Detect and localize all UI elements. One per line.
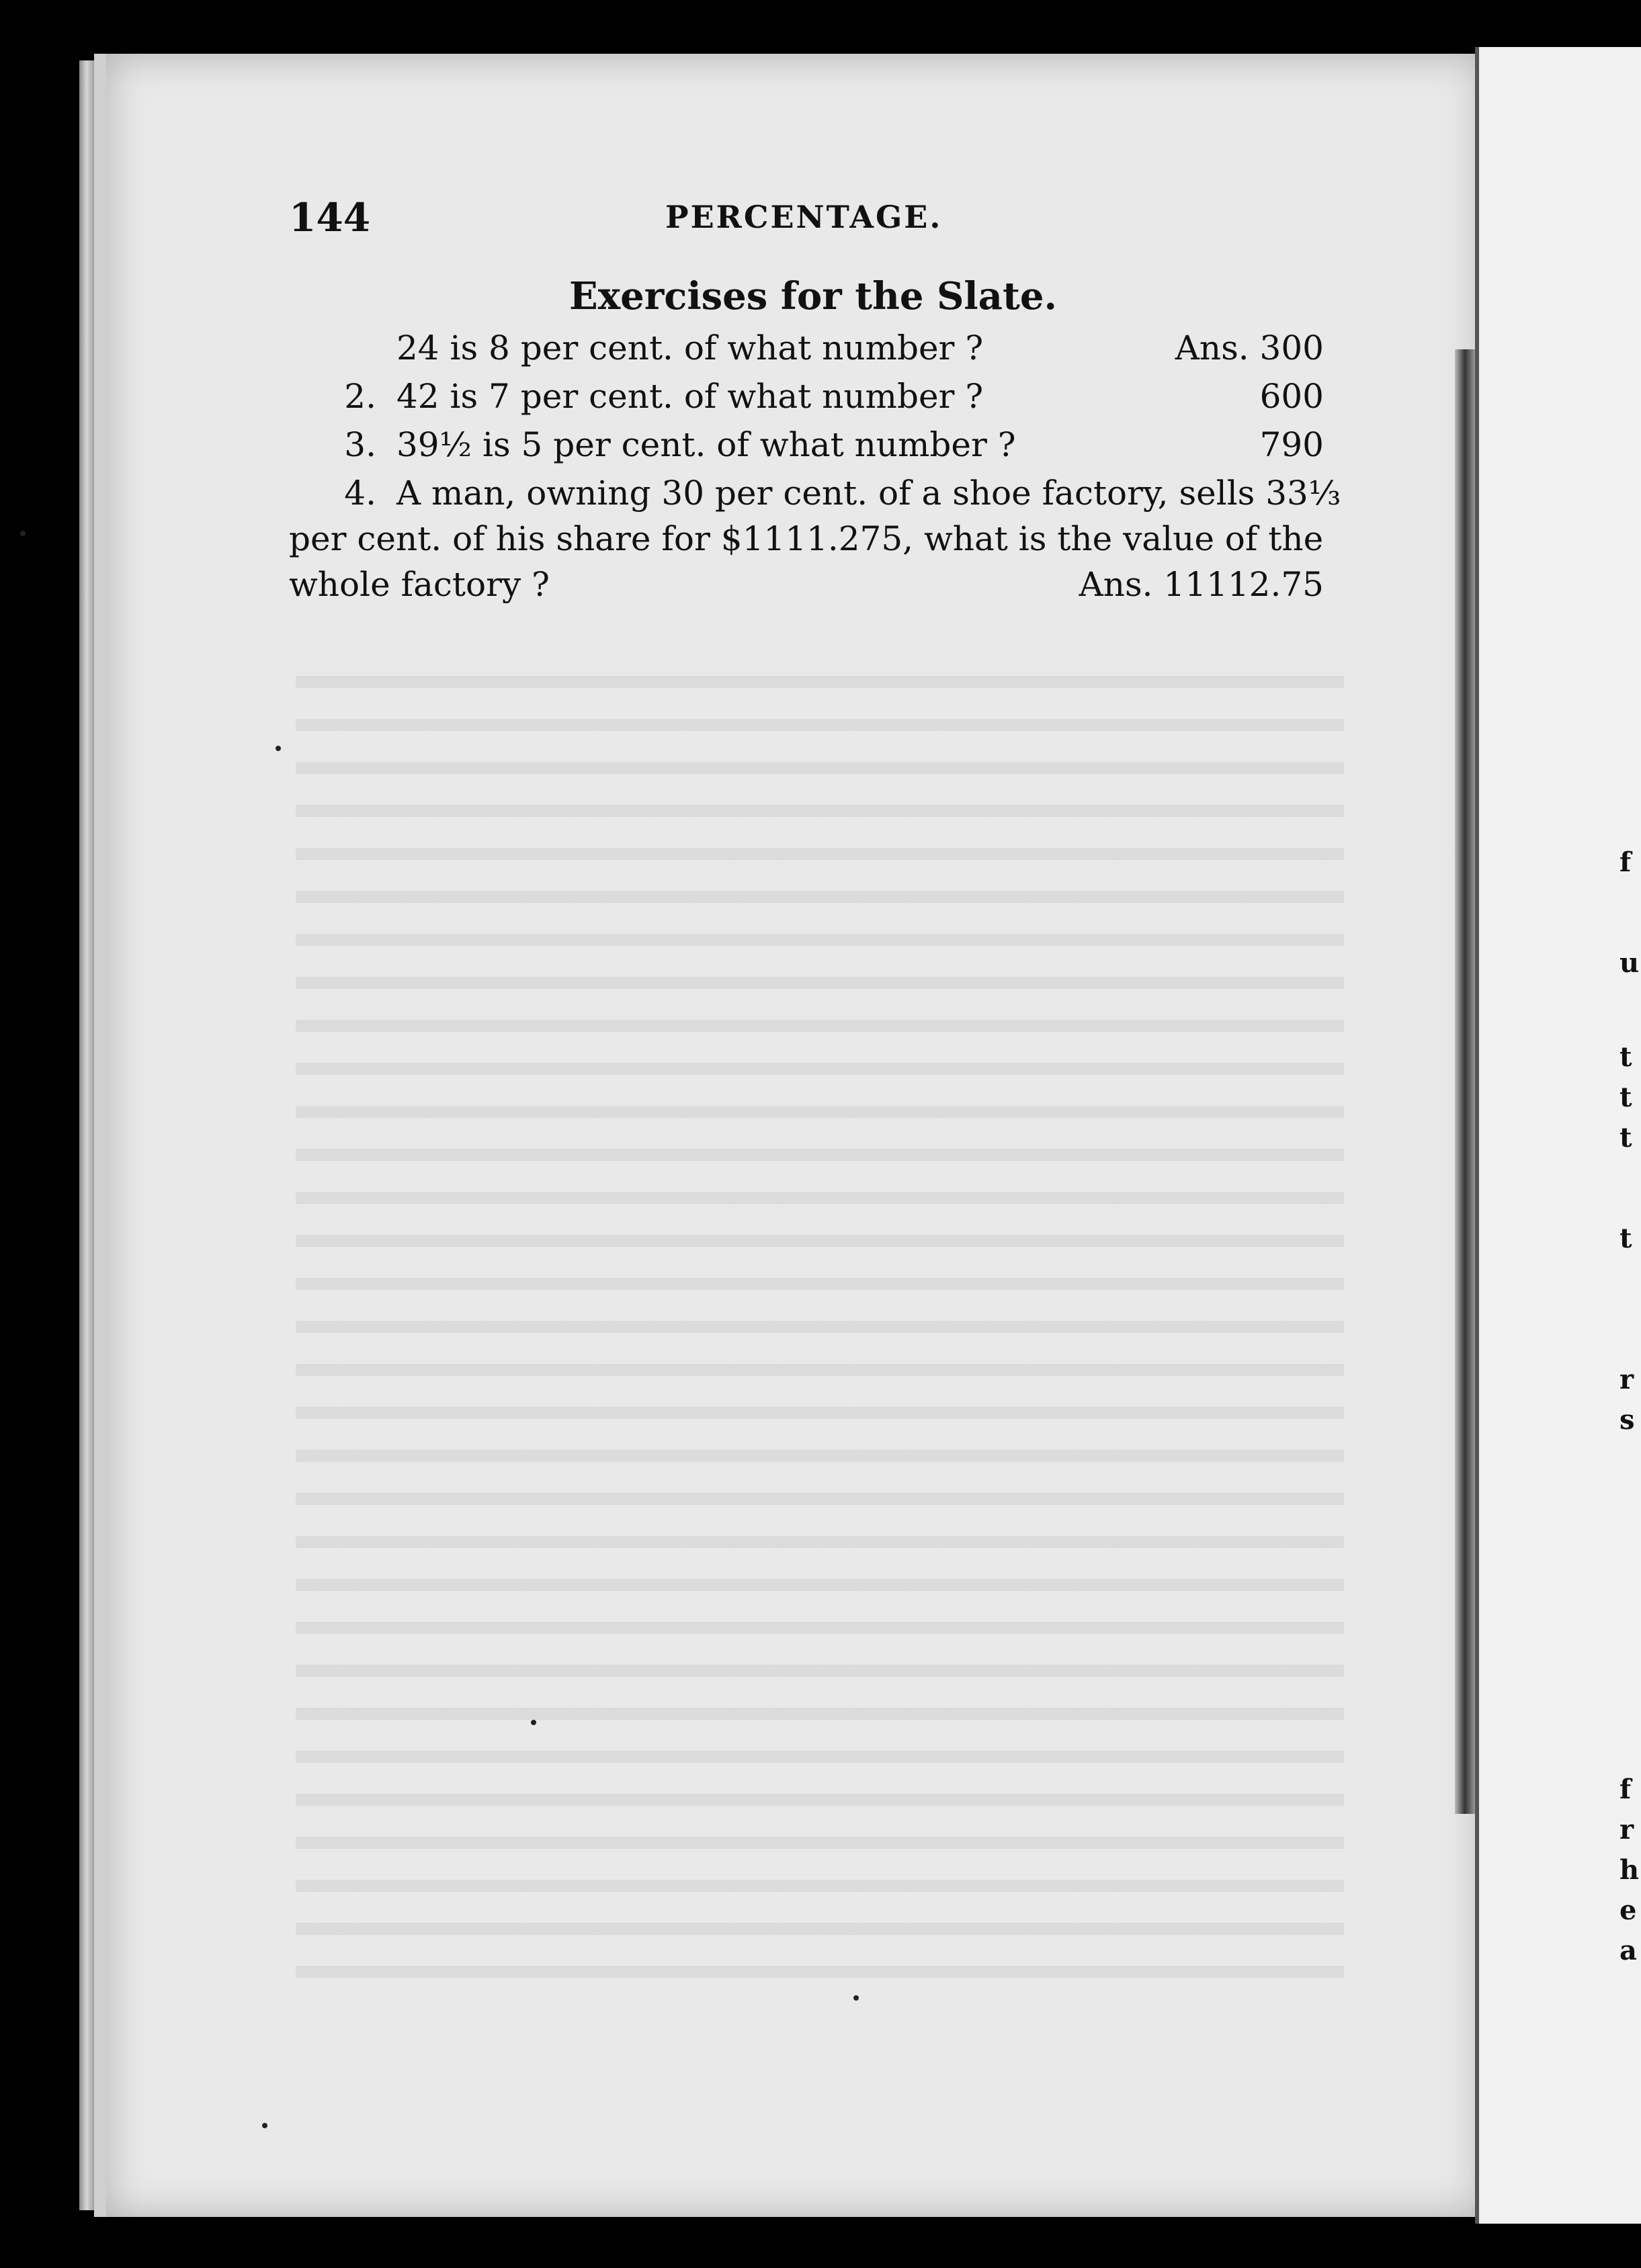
running-head	[289, 195, 1337, 242]
facing-page-letter: t	[1619, 1082, 1632, 1113]
exercise-3	[289, 422, 1324, 468]
exercise-2	[289, 374, 1324, 419]
book-gutter	[1455, 349, 1475, 1814]
page-edge	[79, 60, 94, 2210]
exercise-number: 2.	[344, 377, 376, 416]
facing-page-letter: s	[1619, 1404, 1635, 1436]
bleed-through-text	[296, 645, 1344, 1989]
exercise-text: A man, owning 30 per cent. of a shoe factory, sells 33⅓	[396, 474, 1341, 513]
exercise-answer: Ans. 300	[1175, 329, 1324, 367]
exercise-line	[289, 470, 1341, 516]
page-number: 144	[289, 195, 371, 241]
facing-page-letter: u	[1619, 947, 1640, 979]
exercise-number: 3.	[344, 425, 376, 464]
exercise-answer: Ans. 11112.75	[1079, 565, 1324, 604]
facing-page-letter: t	[1619, 1122, 1632, 1153]
exercise-text: whole factory ?	[289, 565, 550, 604]
exercise-text: per cent. of his share for $1111.275, what is the value of the	[289, 519, 1324, 558]
exercise-text: 42 is 7 per cent. of what number ?	[396, 377, 984, 416]
scan-speck	[531, 1720, 536, 1725]
section-title: Exercises for the Slate.	[569, 274, 1057, 318]
facing-page-letter: t	[1619, 1041, 1632, 1073]
facing-page-letter: a	[1619, 1935, 1637, 1966]
facing-page	[1475, 47, 1641, 2224]
exercise-text: 39½ is 5 per cent. of what number ?	[396, 425, 1016, 464]
facing-page-letter: f	[1619, 846, 1632, 878]
exercise-number: 4.	[344, 474, 376, 513]
facing-page-letter: r	[1619, 1364, 1634, 1395]
facing-page-letter: h	[1619, 1854, 1640, 1886]
scan-speck	[262, 2123, 267, 2128]
running-title: PERCENTAGE.	[665, 199, 943, 235]
scan-speck	[276, 746, 281, 751]
exercise-answer: 790	[1259, 425, 1324, 464]
exercise-text: 24 is 8 per cent. of what number ?	[396, 329, 984, 367]
exercise-line	[289, 516, 1324, 562]
facing-page-letter: f	[1619, 1774, 1632, 1805]
facing-page-letter: t	[1619, 1223, 1632, 1254]
facing-page-letter: r	[1619, 1814, 1634, 1845]
exercise-line	[289, 562, 1324, 607]
scan-speck	[20, 531, 26, 536]
facing-page-letter: e	[1619, 1894, 1637, 1926]
exercise-4	[289, 470, 1341, 607]
exercise-1	[289, 325, 1324, 371]
scan-speck	[853, 1995, 859, 2001]
exercise-answer: 600	[1259, 377, 1324, 416]
